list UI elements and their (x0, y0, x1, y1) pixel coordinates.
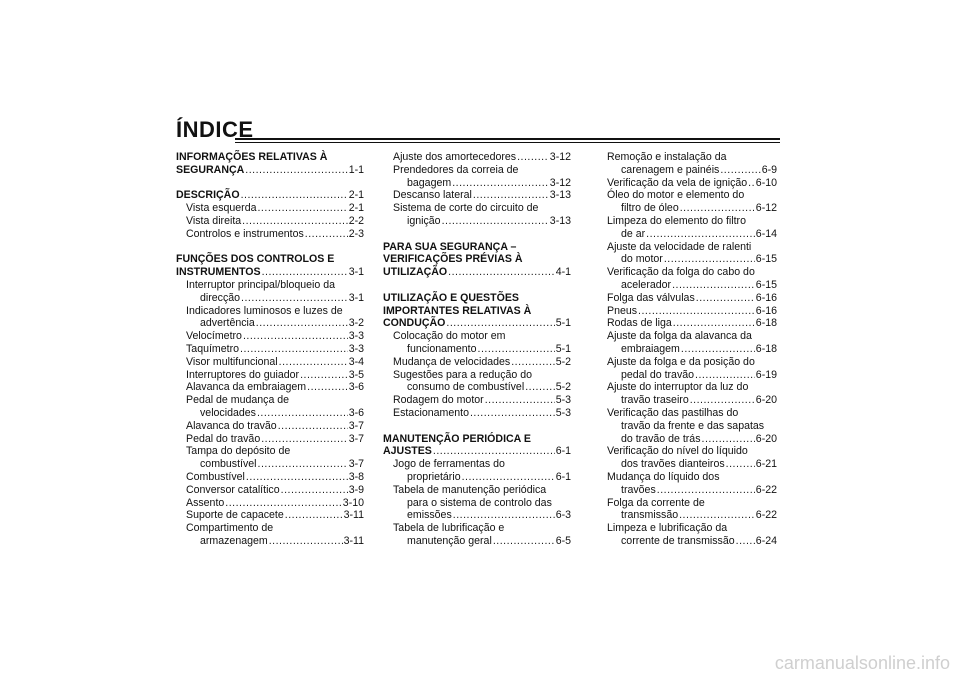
dot-leader (748, 177, 755, 190)
toc-entry (597, 292, 777, 305)
toc-entry-title: Descanso lateral (393, 189, 472, 202)
toc-entry-title: pedal do travão (621, 368, 695, 381)
page-title: ÍNDICE (176, 117, 254, 142)
toc-entry (176, 381, 364, 394)
toc-entry-title: Sistema de corte do circuito de (393, 202, 539, 215)
toc-page-number: 3-6 (348, 406, 364, 419)
toc-page-number: 3-9 (348, 483, 364, 496)
toc-entry-title: Pedal de mudança de (186, 394, 290, 407)
toc-entry (383, 202, 571, 215)
toc-entry (597, 164, 777, 177)
toc-entry (383, 330, 571, 343)
toc-page-number: 5-3 (555, 406, 571, 419)
toc-entry (597, 343, 777, 356)
toc-page-number: 6-19 (755, 368, 777, 381)
toc-entry (176, 522, 364, 535)
toc-entry-title: FUNÇÕES DOS CONTROLOS E (176, 253, 335, 266)
toc-entry-title: embraiagem (621, 342, 680, 355)
dot-leader (285, 509, 343, 522)
dot-leader (696, 292, 755, 305)
toc-page-number: 6-3 (555, 509, 571, 522)
toc-entry-title: emissões (407, 509, 452, 522)
toc-page-number: 6-16 (755, 291, 777, 304)
dot-leader (720, 164, 760, 177)
toc-page-number: 3-10 (342, 496, 364, 509)
toc-entry (383, 445, 571, 458)
title-rule (235, 138, 780, 143)
toc-entry-title: IMPORTANTES RELATIVAS À (383, 304, 532, 317)
toc-entry (176, 202, 364, 215)
toc-entry (383, 343, 571, 356)
toc-entry-title: acelerador (621, 278, 672, 291)
toc-page-number: 5-1 (555, 317, 571, 330)
toc-entry-title: Verificação das pastilhas do (607, 406, 739, 419)
toc-entry-title: Estacionamento (393, 406, 469, 419)
dot-leader (493, 535, 555, 548)
toc-page-number: 3-2 (348, 317, 364, 330)
toc-entry (383, 266, 571, 279)
toc-entry-title: Folga das válvulas (607, 291, 695, 304)
toc-entry-title: Ajuste da folga da alavanca da (607, 330, 752, 343)
toc-entry-title: Indicadores luminosos e luzes de (186, 304, 343, 317)
dot-leader (473, 189, 549, 202)
dot-leader (245, 164, 347, 177)
toc-column-1 (176, 151, 364, 548)
toc-entry-title: travões (621, 483, 656, 496)
toc-entry-title: Óleo do motor e elemento do (607, 189, 745, 202)
toc-entry (597, 394, 777, 407)
toc-entry-title: proprietário (407, 470, 461, 483)
toc-page-number: 6-9 (761, 163, 777, 176)
toc-entry-title: Ajuste da velocidade de ralenti (607, 240, 752, 253)
toc-entry-title: Interruptor principal/bloqueio da (186, 278, 335, 291)
toc-entry-title: do travão de trás (621, 432, 701, 445)
toc-entry-title: Vista esquerda (186, 202, 257, 215)
dot-leader (442, 215, 549, 228)
toc-entry (176, 305, 364, 318)
toc-page-number: 5-1 (555, 342, 571, 355)
toc-page-number: 5-3 (555, 394, 571, 407)
toc-page-number: 2-3 (348, 227, 364, 240)
toc-entry-title: Pedal do travão (186, 432, 261, 445)
dot-leader (470, 407, 555, 420)
toc-entry-title: AJUSTES (383, 445, 432, 458)
watermark: carmanualsonline.info (774, 653, 950, 673)
dot-leader (646, 228, 755, 241)
toc-entry (597, 522, 777, 535)
toc-entry (383, 458, 571, 471)
dot-leader (433, 445, 555, 458)
toc-entry (383, 292, 571, 305)
toc-entry-title: Assento (186, 496, 225, 509)
toc-entry (383, 151, 571, 164)
toc-entry (597, 484, 777, 497)
dot-leader (261, 433, 347, 446)
toc-entry-title: INFORMAÇÕES RELATIVAS À (176, 151, 328, 163)
dot-leader (300, 369, 348, 382)
toc-page-number: 3-7 (348, 458, 364, 471)
toc-entry-title: carenagem e painéis (621, 163, 720, 176)
toc-entry-title: Verificação da folga do cabo do (607, 266, 755, 279)
toc-entry (383, 164, 571, 177)
toc-entry-title: consumo de combustível (407, 381, 525, 394)
toc-entry (597, 241, 777, 254)
dot-leader (448, 266, 555, 279)
toc-entry (383, 177, 571, 190)
dot-leader (673, 317, 755, 330)
toc-page-number: 5-2 (555, 381, 571, 394)
toc-entry-title: Tabela de manutenção periódica (393, 483, 547, 496)
toc-entry (383, 189, 571, 202)
toc-entry (383, 509, 571, 522)
toc-page-number: 3-3 (348, 330, 364, 343)
toc-page-number: 3-13 (549, 214, 571, 227)
toc-entry-title: bagagem (407, 176, 452, 189)
dot-leader (664, 253, 755, 266)
toc-page-number: 3-8 (348, 470, 364, 483)
toc-entry (176, 228, 364, 241)
toc-entry (383, 215, 571, 228)
toc-entry-title: Alavanca do travão (186, 419, 277, 432)
toc-entry (176, 458, 364, 471)
toc-page-number: 6-22 (755, 483, 777, 496)
toc-entry (383, 497, 571, 510)
toc-page-number: 4-1 (555, 266, 571, 279)
toc-entry-title: Pneus (607, 304, 638, 317)
toc-entry (176, 445, 364, 458)
toc-page-number: 2-2 (348, 214, 364, 227)
toc-page-number: 6-24 (755, 534, 777, 547)
toc-entry (176, 484, 364, 497)
toc-entry-title: Conversor catalítico (186, 483, 280, 496)
toc-entry (383, 253, 571, 266)
toc-entry-title: de ar (621, 227, 646, 240)
toc-page-number: 6-15 (755, 253, 777, 266)
toc-entry-title: SEGURANÇA (176, 163, 245, 176)
toc-entry-title: ignição (407, 214, 441, 227)
toc-entry (176, 420, 364, 433)
toc-page-number: 3-11 (343, 534, 364, 547)
toc-entry (176, 356, 364, 369)
toc-entry (597, 535, 777, 548)
dot-leader (736, 535, 755, 548)
dot-leader (242, 215, 348, 228)
dot-leader (240, 343, 348, 356)
dot-leader (278, 420, 348, 433)
toc-page-number: 3-3 (348, 342, 364, 355)
toc-page-number: 6-20 (755, 432, 777, 445)
toc-entry-title: funcionamento (407, 342, 477, 355)
toc-entry-title: Vista direita (186, 214, 242, 227)
toc-entry-title: Remoção e instalação da (607, 151, 727, 163)
toc-entry-title: PARA SUA SEGURANÇA – (383, 240, 517, 253)
toc-entry (176, 509, 364, 522)
dot-leader (246, 471, 348, 484)
toc-page-number: 3-6 (348, 381, 364, 394)
toc-entry-title: Verificação do nível do líquido (607, 445, 748, 458)
toc-entry (597, 266, 777, 279)
toc-entry-title: Mudança do líquido dos (607, 470, 720, 483)
toc-entry-title: VERIFICAÇÕES PRÉVIAS À (383, 253, 523, 266)
toc-entry (597, 420, 777, 433)
dot-leader (225, 497, 342, 510)
toc-page-number: 6-21 (755, 458, 777, 471)
toc-entry-title: CONDUÇÃO (383, 317, 446, 330)
toc-entry-title: Colocação do motor em (393, 330, 506, 343)
toc-page-number: 6-20 (755, 394, 777, 407)
toc-entry-title: filtro de óleo (621, 202, 679, 215)
dot-leader (517, 151, 549, 164)
toc-page-number: 3-13 (549, 189, 571, 202)
toc-entry (597, 189, 777, 202)
toc-entry (383, 317, 571, 330)
toc-entry-title: Sugestões para a redução do (393, 368, 532, 381)
toc-entry-title: Taquímetro (186, 342, 239, 355)
toc-entry (597, 215, 777, 228)
toc-page-number: 6-14 (755, 227, 777, 240)
toc-entry-title: Jogo de ferramentas do (393, 458, 505, 471)
toc-entry-title: Rodas de liga (607, 317, 672, 330)
toc-entry-title: Tabela de lubrificação e (393, 522, 505, 535)
toc-entry (597, 381, 777, 394)
toc-page-number: 3-12 (549, 151, 571, 163)
toc-entry-title: Suporte de capacete (186, 509, 284, 522)
dot-leader (256, 317, 348, 330)
dot-leader (257, 202, 347, 215)
toc-entry-title: corrente de transmissão (621, 534, 735, 547)
toc-entry (597, 407, 777, 420)
toc-entry (597, 202, 777, 215)
dot-leader (679, 509, 755, 522)
toc-entry-title: velocidades (200, 406, 256, 419)
toc-entry-title: Limpeza do elemento do filtro (607, 214, 746, 227)
toc-entry-title: Ajuste do interruptor da luz do (607, 381, 749, 394)
toc-page-number: 3-7 (348, 432, 364, 445)
toc-entry (597, 369, 777, 382)
toc-entry-title: advertência (200, 317, 255, 330)
toc-entry (597, 497, 777, 510)
toc-entry-title: Controlos e instrumentos (186, 227, 304, 240)
toc-page-number: 6-1 (555, 445, 571, 458)
dot-leader (243, 330, 348, 343)
dot-leader (657, 484, 755, 497)
toc-entry-title: para o sistema de controlo das (407, 496, 552, 509)
dot-leader (279, 356, 348, 369)
toc-entry-title: Mudança de velocidades (393, 355, 511, 368)
dot-leader (257, 407, 348, 420)
dot-leader (525, 381, 555, 394)
toc-entry (597, 253, 777, 266)
toc-entry-title: manutenção geral (407, 534, 492, 547)
toc-entry (597, 151, 777, 164)
toc-page-number: 6-1 (555, 470, 571, 483)
toc-page-number: 1-1 (348, 163, 364, 176)
toc-page-number: 3-1 (348, 291, 364, 304)
dot-leader (702, 433, 755, 446)
toc-page-number: 2-1 (348, 189, 364, 202)
toc-entry (383, 394, 571, 407)
toc-entry (383, 433, 571, 446)
toc-page-number: 6-12 (755, 202, 777, 215)
toc-entry-title: Tampa do depósito de (186, 445, 291, 458)
toc-entry (176, 471, 364, 484)
toc-entry (176, 330, 364, 343)
toc-entry (176, 497, 364, 510)
toc-entry (597, 305, 777, 318)
toc-entry-title: Folga da corrente de (607, 496, 705, 509)
toc-entry (597, 228, 777, 241)
toc-entry-title: Visor multifuncional (186, 355, 278, 368)
toc-column-3 (597, 151, 777, 548)
toc-entry (383, 381, 571, 394)
toc-entry-title: Ajuste dos amortecedores (393, 151, 517, 163)
toc-entry (597, 471, 777, 484)
toc-page-number: 6-5 (555, 534, 571, 547)
toc-entry-title: UTILIZAÇÃO E QUESTÕES (383, 291, 519, 304)
toc-entry-title: travão da frente e das sapatas (621, 419, 765, 432)
toc-entry (597, 356, 777, 369)
toc-entry (383, 241, 571, 254)
toc-entry (597, 433, 777, 446)
toc-entry-title: Compartimento de (186, 522, 274, 535)
toc-entry-title: transmissão (621, 509, 679, 522)
dot-leader (462, 471, 555, 484)
toc-entry (597, 330, 777, 343)
dot-leader (241, 189, 348, 202)
toc-page-number: 3-7 (348, 419, 364, 432)
toc-entry-title: MANUTENÇÃO PERIÓDICA E (383, 432, 531, 445)
toc-page-number: 6-18 (755, 342, 777, 355)
dot-leader (446, 317, 554, 330)
toc-entry-title: Prendedores da correia de (393, 163, 519, 176)
dot-leader (726, 458, 755, 471)
toc-entry (176, 266, 364, 279)
toc-entry (383, 522, 571, 535)
toc-entry-title: Interruptores do guiador (186, 368, 300, 381)
toc-entry-title: combustível (200, 458, 257, 471)
toc-entry (383, 407, 571, 420)
toc-page-number: 6-10 (755, 176, 777, 189)
toc-entry (176, 369, 364, 382)
dot-leader (478, 343, 555, 356)
toc-entry (597, 279, 777, 292)
toc-entry (176, 407, 364, 420)
dot-leader (681, 343, 755, 356)
toc-entry-title: Velocímetro (186, 330, 242, 343)
dot-leader (241, 292, 348, 305)
toc-page-number: 2-1 (348, 202, 364, 215)
toc-entry (597, 458, 777, 471)
toc-page-number: 6-22 (755, 509, 777, 522)
dot-leader (452, 177, 549, 190)
dot-leader (672, 279, 755, 292)
toc-column-2 (383, 151, 571, 548)
toc-entry (176, 394, 364, 407)
toc-entry-title: INSTRUMENTOS (176, 266, 261, 279)
toc-entry-title: Limpeza e lubrificação da (607, 522, 728, 535)
dot-leader (690, 394, 755, 407)
toc-entry (176, 433, 364, 446)
toc-entry-title: Verificação da vela de ignição (607, 176, 748, 189)
toc-entry-title: do motor (621, 253, 663, 266)
toc-entry (176, 292, 364, 305)
toc-page-number: 3-1 (348, 266, 364, 279)
toc-entry-title: Ajuste da folga e da posição do (607, 355, 755, 368)
toc-entry-title: direcção (200, 291, 241, 304)
toc-entry (597, 509, 777, 522)
dot-leader (305, 228, 348, 241)
toc-entry (383, 484, 571, 497)
toc-entry-title: DESCRIÇÃO (176, 189, 240, 202)
toc-page-number: 6-15 (755, 278, 777, 291)
toc-entry-title: Rodagem do motor (393, 394, 484, 407)
dot-leader (485, 394, 555, 407)
toc-entry (176, 279, 364, 292)
toc-entry-title: Alavanca da embraiagem (186, 381, 307, 394)
toc-entry (597, 445, 777, 458)
dot-leader (269, 535, 343, 548)
toc-entry (597, 177, 777, 190)
dot-leader (680, 202, 755, 215)
toc-page-number: 3-4 (348, 355, 364, 368)
toc-entry (597, 317, 777, 330)
dot-leader (307, 381, 348, 394)
dot-leader (281, 484, 348, 497)
toc-entry (176, 253, 364, 266)
toc-entry (383, 471, 571, 484)
toc-entry (383, 535, 571, 548)
toc-entry-title: travão traseiro (621, 394, 689, 407)
dot-leader (453, 509, 555, 522)
toc-entry (176, 164, 364, 177)
toc-entry (383, 305, 571, 318)
dot-leader (638, 305, 755, 318)
toc-entry (383, 369, 571, 382)
toc-page-number: 3-5 (348, 368, 364, 381)
toc-entry-title: Combustível (186, 470, 245, 483)
toc-entry-title: armazenagem (200, 534, 268, 547)
dot-leader (262, 266, 348, 279)
toc-entry (176, 151, 364, 164)
toc-entry-title: dos travões dianteiros (621, 458, 725, 471)
toc-entry (176, 189, 364, 202)
toc-page-number: 3-11 (343, 509, 364, 522)
toc-entry (176, 317, 364, 330)
toc-entry (176, 535, 364, 548)
toc-page-number: 6-18 (755, 317, 777, 330)
dot-leader (511, 356, 554, 369)
toc-page-number: 6-16 (755, 304, 777, 317)
toc-page-number: 5-2 (555, 355, 571, 368)
toc-entry (176, 343, 364, 356)
dot-leader (695, 369, 755, 382)
toc-entry-title: UTILIZAÇÃO (383, 266, 448, 279)
toc-entry (383, 356, 571, 369)
toc-page-number: 3-12 (549, 176, 571, 189)
toc-entry (176, 215, 364, 228)
dot-leader (258, 458, 348, 471)
